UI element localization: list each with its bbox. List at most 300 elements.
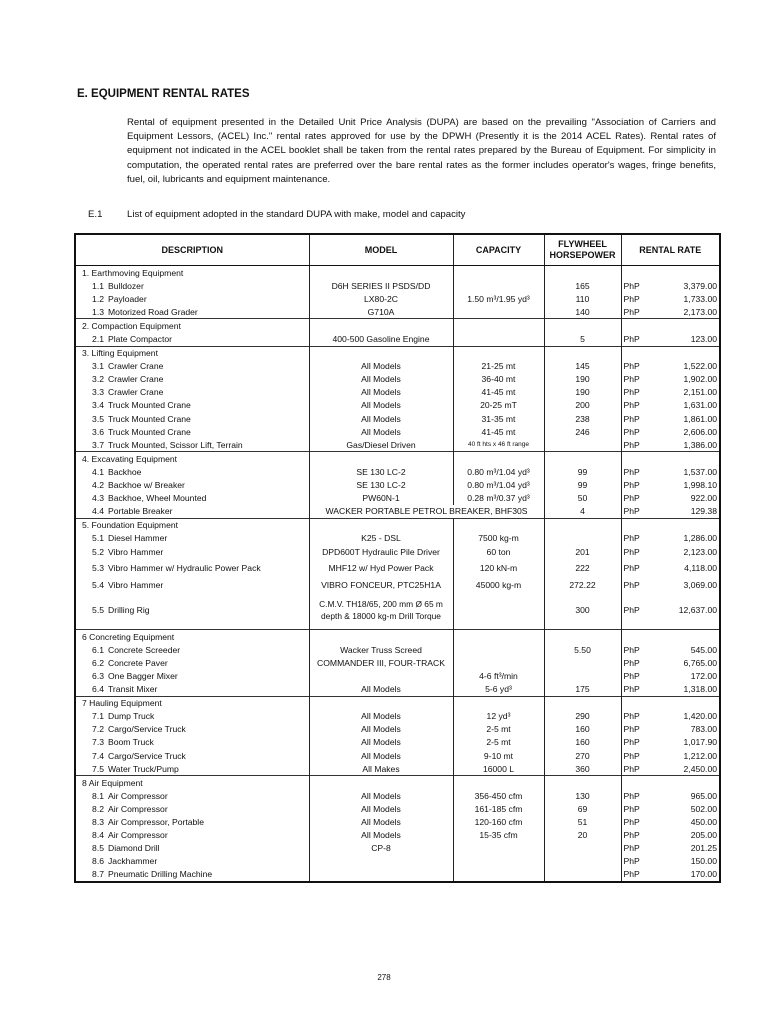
table-row	[75, 412, 720, 425]
horsepower-cell	[544, 842, 621, 855]
empty-cell	[544, 696, 621, 710]
empty-cell	[309, 776, 453, 790]
rate-amount: 1,286.00	[683, 533, 717, 544]
model-cell: Wacker Truss Screed	[309, 643, 453, 656]
category-label: 5. Foundation Equipment	[75, 518, 309, 532]
horsepower-cell: 246	[544, 425, 621, 438]
description-cell	[75, 412, 309, 425]
description-cell	[75, 465, 309, 478]
table-row	[75, 492, 720, 505]
currency-label: PhP	[623, 439, 640, 450]
item-description: Vibro Hammer	[108, 579, 164, 590]
item-number: 8.6	[92, 856, 104, 867]
description-cell	[75, 332, 309, 346]
category-row	[75, 776, 720, 790]
capacity-cell: 120 kN-m	[453, 558, 544, 578]
item-description: Air Compressor, Portable	[108, 817, 204, 828]
item-number: 8.4	[92, 830, 104, 841]
empty-cell	[544, 630, 621, 644]
rental-rate-cell	[621, 360, 720, 373]
rental-rate-cell	[621, 386, 720, 399]
description-cell	[75, 492, 309, 505]
horsepower-cell: 145	[544, 360, 621, 373]
item-description: Plate Compactor	[108, 334, 173, 345]
rate-amount: 922.00	[690, 493, 717, 504]
intro-paragraph: Rental of equipment presented in the Detailed Unit Price Analysis (DUPA) are based on the prevailing "Association of Carriers and Equipment Lessors, (ACEL) Inc." rental rates approved for use by the DPWH (Presently it is the 2014 ACEL Rates). Rental rates of equipment not indicated in the ACEL booklet shall be taken from the rental rates prepared by the Bureau of Equipment. For simplicity in computation, the operated rental rates are preferred over the bare rental rates as the former includes operator's wages, fringe benefits, fuel, oil, lubricants and equipment maintenance.	[127, 117, 716, 185]
rate-amount: 1,386.00	[683, 439, 717, 450]
capacity-cell: 15-35 cfm	[453, 829, 544, 842]
horsepower-cell: 190	[544, 386, 621, 399]
item-number: 6.2	[92, 657, 104, 668]
description-cell	[75, 710, 309, 723]
rate-amount: 1,522.00	[683, 361, 717, 372]
model-cell: All Models	[309, 829, 453, 842]
rental-rate-cell	[621, 789, 720, 802]
horsepower-cell	[544, 669, 621, 682]
model-cell: SE 130 LC-2	[309, 465, 453, 478]
item-number: 7.1	[92, 711, 104, 722]
rate-amount: 1,998.10	[683, 480, 717, 491]
rental-rate-cell	[621, 656, 720, 669]
currency-label: PhP	[623, 280, 640, 291]
model-cell: All Models	[309, 710, 453, 723]
horsepower-cell: 5.50	[544, 643, 621, 656]
currency-label: PhP	[623, 684, 640, 695]
empty-cell	[621, 266, 720, 280]
description-cell	[75, 749, 309, 762]
rental-rate-cell	[621, 683, 720, 697]
model-cell: WACKER PORTABLE PETROL BREAKER, BHF30S	[309, 505, 544, 519]
description-cell	[75, 425, 309, 438]
category-label: 3. Lifting Equipment	[75, 346, 309, 360]
table-row	[75, 656, 720, 669]
header-rental-rate: RENTAL RATE	[621, 234, 720, 266]
currency-label: PhP	[623, 724, 640, 735]
currency-label: PhP	[623, 856, 640, 867]
item-description: Jackhammer	[108, 856, 158, 867]
description-cell	[75, 591, 309, 630]
empty-cell	[453, 452, 544, 466]
rental-rate-cell	[621, 399, 720, 412]
item-number: 7.5	[92, 763, 104, 774]
item-description: Diamond Drill	[108, 843, 160, 854]
rental-rate-cell	[621, 412, 720, 425]
currency-label: PhP	[623, 750, 640, 761]
rental-rate-cell	[621, 545, 720, 558]
empty-cell	[453, 319, 544, 333]
empty-cell	[621, 776, 720, 790]
horsepower-cell: 130	[544, 789, 621, 802]
rate-amount: 2,450.00	[683, 763, 717, 774]
table-row	[75, 505, 720, 519]
currency-label: PhP	[623, 533, 640, 544]
model-cell: COMMANDER III, FOUR-TRACK	[309, 656, 453, 669]
capacity-cell: 0.28 m³/0.37 yd³	[453, 492, 544, 505]
model-cell: SE 130 LC-2	[309, 479, 453, 492]
currency-label: PhP	[623, 400, 640, 411]
model-cell: All Models	[309, 815, 453, 828]
currency-label: PhP	[623, 763, 640, 774]
capacity-cell: 7500 kg-m	[453, 532, 544, 545]
rate-amount: 1,420.00	[683, 711, 717, 722]
item-description: Drilling Rig	[108, 605, 150, 616]
empty-cell	[309, 319, 453, 333]
horsepower-cell: 50	[544, 492, 621, 505]
header-description: DESCRIPTION	[75, 234, 309, 266]
empty-cell	[544, 518, 621, 532]
currency-label: PhP	[623, 869, 640, 880]
item-number: 3.5	[92, 413, 104, 424]
item-description: Cargo/Service Truck	[108, 724, 186, 735]
currency-label: PhP	[623, 579, 640, 590]
description-cell	[75, 669, 309, 682]
currency-label: PhP	[623, 413, 640, 424]
horsepower-cell: 110	[544, 292, 621, 305]
description-cell	[75, 829, 309, 842]
description-cell	[75, 842, 309, 855]
subsection-text: List of equipment adopted in the standard DUPA with make, model and capacity	[127, 209, 466, 220]
capacity-cell: 9-10 mt	[453, 749, 544, 762]
empty-cell	[621, 518, 720, 532]
currency-label: PhP	[623, 466, 640, 477]
empty-cell	[544, 346, 621, 360]
empty-cell	[309, 266, 453, 280]
rate-amount: 783.00	[690, 724, 717, 735]
item-number: 5.5	[92, 605, 104, 616]
model-cell: All Models	[309, 386, 453, 399]
item-description: Payloader	[108, 293, 147, 304]
horsepower-cell: 200	[544, 399, 621, 412]
rental-rate-cell	[621, 558, 720, 578]
capacity-cell	[453, 868, 544, 882]
rental-rate-cell	[621, 479, 720, 492]
category-row	[75, 346, 720, 360]
capacity-cell	[453, 591, 544, 630]
capacity-cell: 1.50 m³/1.95 yd³	[453, 292, 544, 305]
rate-amount: 545.00	[690, 644, 717, 655]
horsepower-cell: 4	[544, 505, 621, 519]
rental-rate-cell	[621, 492, 720, 505]
item-description: Truck Mounted Crane	[108, 426, 191, 437]
table-row	[75, 386, 720, 399]
empty-cell	[453, 518, 544, 532]
capacity-cell: 0.80 m³/1.04 yd³	[453, 479, 544, 492]
empty-cell	[621, 696, 720, 710]
section-title: E. EQUIPMENT RENTAL RATES	[77, 88, 250, 100]
item-description: Air Compressor	[108, 790, 168, 801]
rental-rate-cell	[621, 868, 720, 882]
currency-label: PhP	[623, 493, 640, 504]
table-row	[75, 736, 720, 749]
description-cell	[75, 532, 309, 545]
capacity-cell: 12 yd³	[453, 710, 544, 723]
rental-rate-cell	[621, 762, 720, 776]
item-number: 1.3	[92, 306, 104, 317]
rate-amount: 450.00	[690, 817, 717, 828]
rental-rate-cell	[621, 591, 720, 630]
empty-cell	[309, 696, 453, 710]
currency-label: PhP	[623, 605, 640, 616]
item-number: 3.4	[92, 400, 104, 411]
description-cell	[75, 815, 309, 828]
item-number: 7.2	[92, 724, 104, 735]
currency-label: PhP	[623, 480, 640, 491]
rate-amount: 2,123.00	[683, 546, 717, 557]
item-number: 1.1	[92, 280, 104, 291]
item-number: 8.1	[92, 790, 104, 801]
model-cell: All Models	[309, 749, 453, 762]
item-number: 3.2	[92, 374, 104, 385]
table-row	[75, 762, 720, 776]
capacity-cell: 31-35 mt	[453, 412, 544, 425]
table-row	[75, 855, 720, 868]
table-row	[75, 578, 720, 591]
item-description: Pneumatic Drilling Machine	[108, 869, 213, 880]
horsepower-cell: 99	[544, 465, 621, 478]
item-number: 2.1	[92, 334, 104, 345]
subsection-number: E.1	[88, 209, 103, 220]
model-cell: PW60N-1	[309, 492, 453, 505]
horsepower-cell: 175	[544, 683, 621, 697]
empty-cell	[309, 630, 453, 644]
rate-amount: 3,379.00	[683, 280, 717, 291]
capacity-cell: 16000 L	[453, 762, 544, 776]
rental-rate-cell	[621, 842, 720, 855]
capacity-cell: 36-40 mt	[453, 373, 544, 386]
rental-rate-cell	[621, 532, 720, 545]
table-row	[75, 815, 720, 828]
model-cell: All Models	[309, 412, 453, 425]
item-description: Crawler Crane	[108, 387, 164, 398]
horsepower-cell: 222	[544, 558, 621, 578]
rate-amount: 150.00	[690, 856, 717, 867]
rental-rate-cell	[621, 643, 720, 656]
description-cell	[75, 868, 309, 882]
horsepower-cell: 160	[544, 736, 621, 749]
model-cell: All Makes	[309, 762, 453, 776]
model-cell	[309, 669, 453, 682]
category-row	[75, 266, 720, 280]
item-description: Crawler Crane	[108, 374, 164, 385]
capacity-cell: 356-450 cfm	[453, 789, 544, 802]
item-description: Backhoe w/ Breaker	[108, 480, 185, 491]
category-label: 7 Hauling Equipment	[75, 696, 309, 710]
rental-rate-cell	[621, 749, 720, 762]
empty-cell	[453, 346, 544, 360]
currency-label: PhP	[623, 711, 640, 722]
description-cell	[75, 386, 309, 399]
capacity-cell: 41-45 mt	[453, 425, 544, 438]
empty-cell	[453, 696, 544, 710]
table-row	[75, 723, 720, 736]
table-row	[75, 292, 720, 305]
description-cell	[75, 578, 309, 591]
horsepower-cell: 20	[544, 829, 621, 842]
capacity-cell: 2-5 mt	[453, 736, 544, 749]
capacity-cell: 20-25 mT	[453, 399, 544, 412]
rate-amount: 129.38	[690, 506, 717, 517]
capacity-cell	[453, 332, 544, 346]
description-cell	[75, 736, 309, 749]
item-description: Water Truck/Pump	[108, 763, 179, 774]
rate-amount: 6,765.00	[683, 657, 717, 668]
empty-cell	[621, 319, 720, 333]
rate-amount: 123.00	[690, 334, 717, 345]
horsepower-cell: 160	[544, 723, 621, 736]
description-cell	[75, 545, 309, 558]
category-row	[75, 319, 720, 333]
rental-rate-cell	[621, 669, 720, 682]
rate-amount: 965.00	[690, 790, 717, 801]
item-number: 6.4	[92, 684, 104, 695]
empty-cell	[621, 346, 720, 360]
table-row	[75, 360, 720, 373]
horsepower-cell: 270	[544, 749, 621, 762]
rental-rate-cell	[621, 305, 720, 319]
item-description: Cargo/Service Truck	[108, 750, 186, 761]
empty-cell	[544, 319, 621, 333]
table-row	[75, 399, 720, 412]
description-cell	[75, 802, 309, 815]
item-description: Vibro Hammer w/ Hydraulic Power Pack	[108, 563, 261, 574]
rental-rate-cell	[621, 373, 720, 386]
item-number: 5.3	[92, 563, 104, 574]
model-cell: All Models	[309, 736, 453, 749]
currency-label: PhP	[623, 790, 640, 801]
empty-cell	[309, 452, 453, 466]
table-row	[75, 842, 720, 855]
rental-rate-cell	[621, 465, 720, 478]
empty-cell	[621, 630, 720, 644]
capacity-cell: 45000 kg-m	[453, 578, 544, 591]
table-row	[75, 465, 720, 478]
item-description: Motorized Road Grader	[108, 306, 198, 317]
horsepower-cell: 201	[544, 545, 621, 558]
empty-cell	[544, 452, 621, 466]
description-cell	[75, 373, 309, 386]
model-cell: C.M.V. TH18/65, 200 mm Ø 65 m depth & 18000 kg-m Drill Torque	[309, 591, 453, 630]
capacity-cell: 5-6 yd³	[453, 683, 544, 697]
currency-label: PhP	[623, 670, 640, 681]
table-row	[75, 802, 720, 815]
rental-rate-cell	[621, 425, 720, 438]
model-cell: LX80-2C	[309, 292, 453, 305]
currency-label: PhP	[623, 657, 640, 668]
item-number: 5.4	[92, 579, 104, 590]
category-label: 4. Excavating Equipment	[75, 452, 309, 466]
item-description: Diesel Hammer	[108, 533, 168, 544]
empty-cell	[453, 630, 544, 644]
item-description: Concrete Screeder	[108, 644, 181, 655]
item-description: Truck Mounted Crane	[108, 400, 191, 411]
description-cell	[75, 292, 309, 305]
horsepower-cell	[544, 532, 621, 545]
item-number: 8.2	[92, 803, 104, 814]
category-label: 1. Earthmoving Equipment	[75, 266, 309, 280]
description-cell	[75, 360, 309, 373]
description-cell	[75, 438, 309, 452]
model-cell: VIBRO FONCEUR, PTC25H1A	[309, 578, 453, 591]
table-row	[75, 373, 720, 386]
horsepower-cell: 140	[544, 305, 621, 319]
description-cell	[75, 683, 309, 697]
rental-rate-cell	[621, 332, 720, 346]
item-description: Crawler Crane	[108, 361, 164, 372]
table-row	[75, 669, 720, 682]
category-row	[75, 696, 720, 710]
rental-rate-cell	[621, 802, 720, 815]
item-description: Portable Breaker	[108, 506, 173, 517]
rate-amount: 1,902.00	[683, 374, 717, 385]
description-cell	[75, 643, 309, 656]
currency-label: PhP	[623, 817, 640, 828]
horsepower-cell: 272.22	[544, 578, 621, 591]
model-cell: All Models	[309, 723, 453, 736]
item-description: Truck Mounted, Scissor Lift, Terrain	[108, 439, 243, 450]
rate-amount: 1,318.00	[683, 684, 717, 695]
item-number: 3.3	[92, 387, 104, 398]
item-number: 5.2	[92, 546, 104, 557]
model-cell: All Models	[309, 399, 453, 412]
model-cell: CP-8	[309, 842, 453, 855]
capacity-cell: 21-25 mt	[453, 360, 544, 373]
capacity-cell: 120-160 cfm	[453, 815, 544, 828]
rental-rate-cell	[621, 438, 720, 452]
table-row	[75, 305, 720, 319]
empty-cell	[544, 266, 621, 280]
item-description: Dump Truck	[108, 711, 155, 722]
horsepower-cell	[544, 438, 621, 452]
horsepower-cell	[544, 868, 621, 882]
rate-amount: 4,118.00	[684, 563, 717, 574]
table-row	[75, 545, 720, 558]
model-cell: All Models	[309, 425, 453, 438]
rental-rate-cell	[621, 578, 720, 591]
item-description: Vibro Hammer	[108, 546, 164, 557]
rate-amount: 170.00	[690, 869, 717, 880]
model-cell: MHF12 w/ Hyd Power Pack	[309, 558, 453, 578]
rate-amount: 1,861.00	[683, 413, 717, 424]
model-cell: All Models	[309, 802, 453, 815]
table-row	[75, 332, 720, 346]
equipment-rental-table	[74, 233, 721, 883]
rental-rate-cell	[621, 855, 720, 868]
currency-label: PhP	[623, 374, 640, 385]
item-number: 4.2	[92, 480, 104, 491]
table-row	[75, 683, 720, 697]
horsepower-cell: 165	[544, 279, 621, 292]
capacity-cell: 60 ton	[453, 545, 544, 558]
description-cell	[75, 656, 309, 669]
item-number: 5.1	[92, 533, 104, 544]
item-description: Backhoe	[108, 466, 142, 477]
description-cell	[75, 399, 309, 412]
model-cell: All Models	[309, 683, 453, 697]
currency-label: PhP	[623, 293, 640, 304]
empty-cell	[544, 776, 621, 790]
item-description: Backhoe, Wheel Mounted	[108, 493, 207, 504]
table-row	[75, 829, 720, 842]
capacity-cell	[453, 855, 544, 868]
header-model: MODEL	[309, 234, 453, 266]
capacity-cell: 2-5 mt	[453, 723, 544, 736]
horsepower-cell: 69	[544, 802, 621, 815]
rental-rate-cell	[621, 710, 720, 723]
model-cell: D6H SERIES II PSDS/DD	[309, 279, 453, 292]
currency-label: PhP	[623, 387, 640, 398]
item-description: Concrete Paver	[108, 657, 168, 668]
currency-label: PhP	[623, 843, 640, 854]
